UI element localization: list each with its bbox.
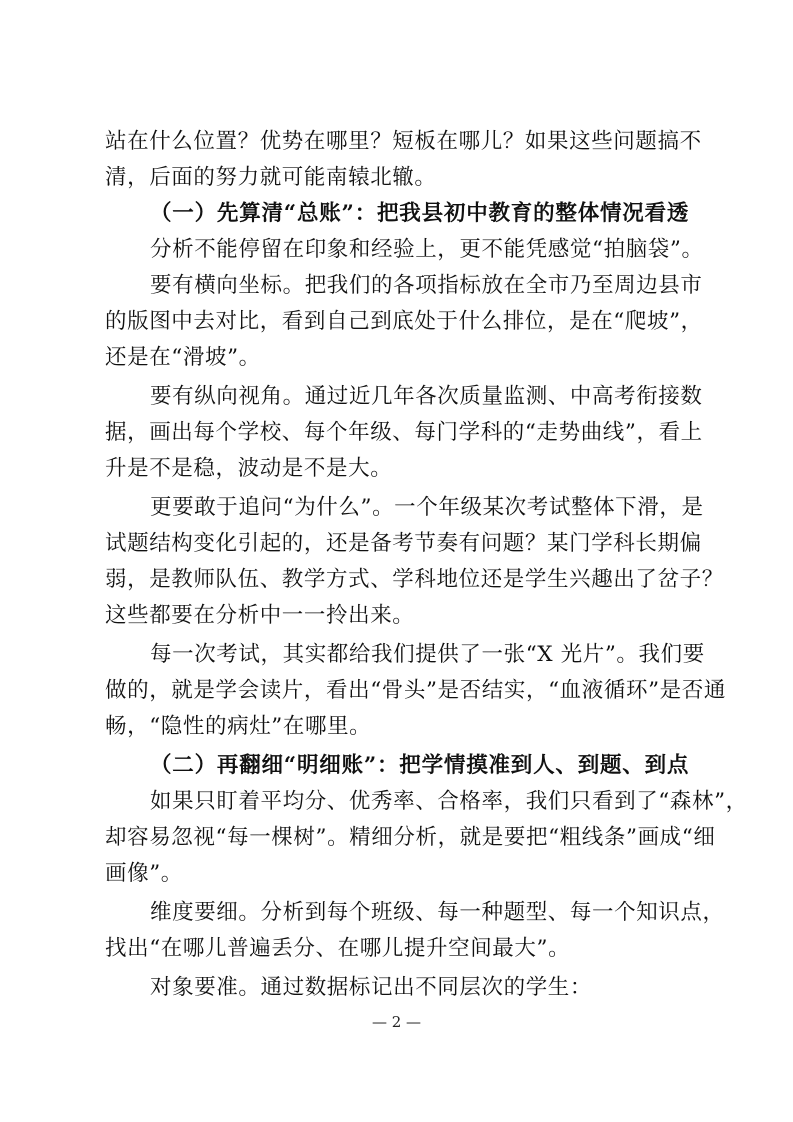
page-number: — 2 — — [371, 1013, 422, 1031]
paragraph-line: 要有纵向视角。通过近几年各次质量监测、中高考衔接数 — [150, 384, 703, 409]
paragraph-line: 如果只盯着平均分、优秀率、合格率，我们只看到了“森林”， — [150, 789, 748, 814]
paragraph-line: 据，画出每个学校、每个年级、每门学科的“走势曲线”，看上 — [105, 420, 703, 445]
paragraph-line: 畅，“隐性的病灶”在哪里。 — [105, 714, 372, 739]
paragraph-line: 维度要细。分析到每个班级、每一种题型、每一个知识点， — [150, 900, 725, 925]
paragraph-line: 却容易忽视“每一棵树”。精细分析，就是要把“粗线条”画成“细 — [105, 825, 716, 850]
paragraph-line: 弱，是教师队伍、教学方式、学科地位还是学生兴趣出了岔子？ — [105, 567, 724, 592]
paragraph-line: 试题结构变化引起的，还是备考节奏有问题？某门学科长期偏 — [105, 531, 702, 556]
paragraph-line: 每一次考试，其实都给我们提供了一张“X 光片”。我们要 — [150, 642, 705, 667]
paragraph-line: 还是在“滑坡”。 — [105, 345, 261, 370]
paragraph-line: 的版图中去对比，看到自己到底处于什么排位，是在“爬坡”， — [105, 309, 703, 334]
section-heading-2: （二）再翻细“明细账”：把学情摸准到人、到题、到点 — [150, 753, 689, 778]
paragraph-line: 找出“在哪儿普遍丢分、在哪儿提升空间最大”。 — [105, 936, 571, 961]
paragraph-line: 升是不是稳，波动是不是大。 — [105, 456, 393, 481]
paragraph-line: 站在什么位置？优势在哪里？短板在哪儿？如果这些问题搞不 — [105, 129, 702, 154]
paragraph-line: 清，后面的努力就可能南辕北辙。 — [105, 165, 437, 190]
paragraph-line: 这些都要在分析中一一拎出来。 — [105, 603, 415, 628]
paragraph-line: 要有横向坐标。把我们的各项指标放在全市乃至周边县市 — [150, 273, 703, 298]
paragraph-line: 更要敢于追问“为什么”。一个年级某次考试整体下滑，是 — [150, 495, 704, 520]
section-heading-1: （一）先算清“总账”：把我县初中教育的整体情况看透 — [150, 201, 689, 226]
paragraph-line: 画像”。 — [105, 861, 183, 886]
paragraph-line: 做的，就是学会读片，看出“骨头”是否结实，“血液循环”是否通 — [105, 678, 726, 703]
paragraph-line: 分析不能停留在印象和经验上，更不能凭感觉“拍脑袋”。 — [150, 237, 704, 262]
paragraph-line: 对象要准。通过数据标记出不同层次的学生： — [150, 975, 593, 1000]
